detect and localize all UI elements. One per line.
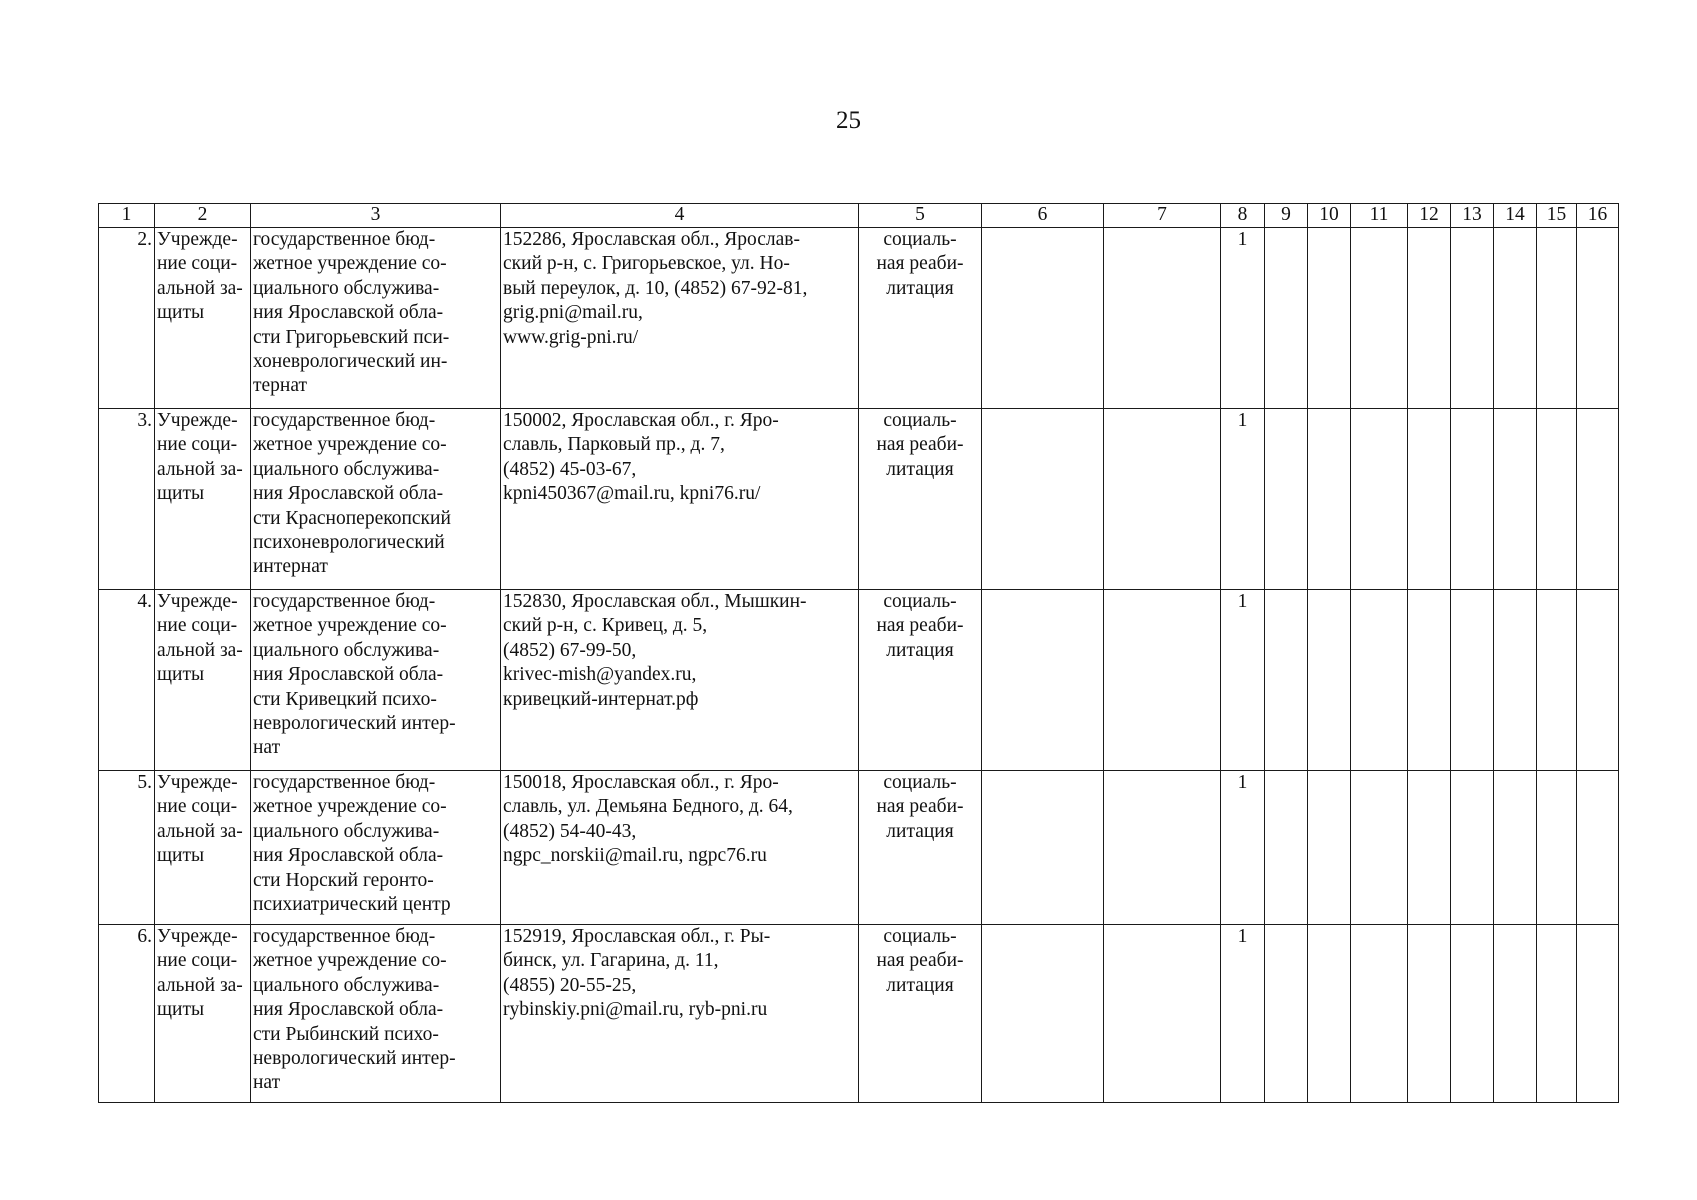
text-line: жетное учреждение со- bbox=[253, 434, 447, 456]
column-number-5: 5 bbox=[859, 204, 982, 228]
text-line: ние соци- bbox=[157, 796, 238, 818]
col-7-cell bbox=[1104, 925, 1221, 1103]
text-line: кривецкий-интернат.рф bbox=[503, 688, 699, 710]
col-7-cell bbox=[1104, 590, 1221, 771]
column-number-10: 10 bbox=[1308, 204, 1351, 228]
text-line: 152919, Ярославская обл., г. Ры- bbox=[503, 926, 771, 947]
text-line: литация bbox=[886, 277, 954, 299]
institution-name bbox=[251, 409, 501, 590]
col-14-cell bbox=[1494, 590, 1537, 771]
col-12-cell bbox=[1408, 409, 1451, 590]
col-7-cell bbox=[1104, 409, 1221, 590]
text-line: щиты bbox=[157, 483, 205, 505]
service-type bbox=[859, 590, 982, 771]
text-line: литация bbox=[886, 458, 954, 480]
text-line: сти Григорьевский пси- bbox=[253, 326, 450, 348]
col-13-cell bbox=[1451, 228, 1494, 409]
column-number-7: 7 bbox=[1104, 204, 1221, 228]
text-line: ния Ярославской обла- bbox=[253, 845, 444, 867]
text-line: альной за- bbox=[157, 277, 243, 299]
column-number-4: 4 bbox=[501, 204, 859, 228]
col-14-cell bbox=[1494, 409, 1537, 590]
text-line: ние соци- bbox=[157, 615, 238, 637]
institution-type bbox=[155, 228, 251, 409]
col-7-cell bbox=[1104, 228, 1221, 409]
text-line: хоневрологический ин- bbox=[253, 351, 448, 373]
col-10-cell bbox=[1308, 228, 1351, 409]
col-14-cell bbox=[1494, 771, 1537, 925]
page-number: 25 bbox=[836, 107, 861, 134]
text-line: ная реаби- bbox=[876, 950, 964, 972]
text-line: kpni450367@mail.ru, kpni76.ru/ bbox=[503, 483, 761, 505]
col-9-cell bbox=[1265, 771, 1308, 925]
col-15-cell bbox=[1537, 771, 1577, 925]
column-number-15: 15 bbox=[1537, 204, 1577, 228]
row-number: 2. bbox=[99, 228, 155, 409]
col-10-cell bbox=[1308, 771, 1351, 925]
col-11-cell bbox=[1351, 228, 1408, 409]
text-line: бинск, ул. Гагарина, д. 11, bbox=[503, 950, 719, 972]
text-line: государственное бюд- bbox=[253, 591, 436, 612]
text-line: ский р-н, с. Кривец, д. 5, bbox=[503, 615, 708, 637]
column-number-3: 3 bbox=[251, 204, 501, 228]
col-16-cell bbox=[1577, 228, 1619, 409]
row-number: 6. bbox=[99, 925, 155, 1103]
column-number-14: 14 bbox=[1494, 204, 1537, 228]
row-number: 4. bbox=[99, 590, 155, 771]
col-13-cell bbox=[1451, 925, 1494, 1103]
text-line: вый переулок, д. 10, (4852) 67-92-81, bbox=[503, 277, 808, 299]
text-line: циального обслужива- bbox=[253, 974, 440, 996]
col-6-cell bbox=[982, 590, 1104, 771]
col-8-cell: 1 bbox=[1221, 771, 1265, 925]
text-line: 152286, Ярославская обл., Ярослав- bbox=[503, 229, 800, 250]
institution-name bbox=[251, 771, 501, 925]
institution-address bbox=[501, 925, 859, 1103]
col-14-cell bbox=[1494, 925, 1537, 1103]
text-line: циального обслужива- bbox=[253, 458, 440, 480]
institution-address bbox=[501, 590, 859, 771]
col-8-cell: 1 bbox=[1221, 409, 1265, 590]
col-8-cell: 1 bbox=[1221, 590, 1265, 771]
text-line: социаль- bbox=[883, 229, 957, 250]
column-number-13: 13 bbox=[1451, 204, 1494, 228]
text-line: щиты bbox=[157, 845, 205, 867]
text-line: жетное учреждение со- bbox=[253, 615, 447, 637]
text-line: нат bbox=[253, 737, 281, 759]
text-line: государственное бюд- bbox=[253, 410, 436, 431]
text-line: ние соци- bbox=[157, 253, 238, 275]
text-line: интернат bbox=[253, 556, 328, 578]
column-number-16: 16 bbox=[1577, 204, 1619, 228]
col-13-cell bbox=[1451, 409, 1494, 590]
col-16-cell bbox=[1577, 771, 1619, 925]
text-line: ский р-н, с. Григорьевское, ул. Но- bbox=[503, 253, 790, 275]
text-line: славль, ул. Демьяна Бедного, д. 64, bbox=[503, 796, 793, 818]
text-line: (4852) 54-40-43, bbox=[503, 820, 637, 842]
col-9-cell bbox=[1265, 925, 1308, 1103]
col-13-cell bbox=[1451, 771, 1494, 925]
column-number-1: 1 bbox=[99, 204, 155, 228]
text-line: жетное учреждение со- bbox=[253, 253, 447, 275]
institution-type bbox=[155, 590, 251, 771]
text-line: сти Рыбинский психо- bbox=[253, 1023, 439, 1045]
text-line: сти Краснoперекопский bbox=[253, 507, 451, 529]
col-15-cell bbox=[1537, 409, 1577, 590]
text-line: ние соци- bbox=[157, 950, 238, 972]
text-line: нат bbox=[253, 1072, 281, 1094]
institution-name bbox=[251, 590, 501, 771]
institutions-table bbox=[98, 203, 1619, 1103]
text-line: тернат bbox=[253, 375, 308, 397]
col-12-cell bbox=[1408, 925, 1451, 1103]
text-line: сти Кривецкий психо- bbox=[253, 688, 437, 710]
col-15-cell bbox=[1537, 228, 1577, 409]
col-14-cell bbox=[1494, 228, 1537, 409]
institution-address bbox=[501, 228, 859, 409]
text-line: альной за- bbox=[157, 974, 243, 996]
col-11-cell bbox=[1351, 925, 1408, 1103]
col-6-cell bbox=[982, 771, 1104, 925]
table-row bbox=[99, 228, 1619, 409]
text-line: krivec-mish@yandex.ru, bbox=[503, 664, 697, 686]
text-line: психиатрический центр bbox=[253, 894, 451, 916]
service-type bbox=[859, 228, 982, 409]
col-8-cell: 1 bbox=[1221, 925, 1265, 1103]
text-line: ная реаби- bbox=[876, 434, 964, 456]
col-16-cell bbox=[1577, 590, 1619, 771]
text-line: Учрежде- bbox=[157, 591, 238, 612]
text-line: rybinskiy.pni@mail.ru, ryb-pni.ru bbox=[503, 999, 768, 1021]
text-line: психоневрологический bbox=[253, 532, 445, 554]
col-11-cell bbox=[1351, 409, 1408, 590]
column-number-row bbox=[99, 204, 1619, 228]
text-line: литация bbox=[886, 639, 954, 661]
column-number-11: 11 bbox=[1351, 204, 1408, 228]
table-row bbox=[99, 925, 1619, 1103]
text-line: альной за- bbox=[157, 458, 243, 480]
text-line: циального обслужива- bbox=[253, 277, 440, 299]
col-16-cell bbox=[1577, 409, 1619, 590]
col-6-cell bbox=[982, 409, 1104, 590]
text-line: социаль- bbox=[883, 591, 957, 612]
col-12-cell bbox=[1408, 228, 1451, 409]
table-row bbox=[99, 771, 1619, 925]
col-7-cell bbox=[1104, 771, 1221, 925]
text-line: щиты bbox=[157, 302, 205, 324]
text-line: государственное бюд- bbox=[253, 229, 436, 250]
col-9-cell bbox=[1265, 590, 1308, 771]
institution-address bbox=[501, 409, 859, 590]
text-line: альной за- bbox=[157, 820, 243, 842]
text-line: ngpc_norskii@mail.ru, ngpc76.ru bbox=[503, 845, 767, 867]
text-line: жетное учреждение со- bbox=[253, 796, 447, 818]
column-number-9: 9 bbox=[1265, 204, 1308, 228]
institution-type bbox=[155, 925, 251, 1103]
column-number-8: 8 bbox=[1221, 204, 1265, 228]
text-line: (4855) 20-55-25, bbox=[503, 974, 637, 996]
table-row bbox=[99, 590, 1619, 771]
text-line: ная реаби- bbox=[876, 796, 964, 818]
text-line: сти Норский геронто- bbox=[253, 869, 434, 891]
text-line: альной за- bbox=[157, 639, 243, 661]
text-line: ние соци- bbox=[157, 434, 238, 456]
col-6-cell bbox=[982, 228, 1104, 409]
text-line: Учрежде- bbox=[157, 772, 238, 793]
text-line: www.grig-pni.ru/ bbox=[503, 326, 639, 348]
text-line: ная реаби- bbox=[876, 615, 964, 637]
institution-type bbox=[155, 771, 251, 925]
text-line: grig.pni@mail.ru, bbox=[503, 302, 643, 324]
text-line: неврологический интер- bbox=[253, 713, 456, 735]
column-number-6: 6 bbox=[982, 204, 1104, 228]
col-10-cell bbox=[1308, 925, 1351, 1103]
text-line: ния Ярославской обла- bbox=[253, 483, 444, 505]
service-type bbox=[859, 925, 982, 1103]
col-10-cell bbox=[1308, 409, 1351, 590]
col-16-cell bbox=[1577, 925, 1619, 1103]
text-line: социаль- bbox=[883, 772, 957, 793]
col-15-cell bbox=[1537, 925, 1577, 1103]
text-line: Учрежде- bbox=[157, 926, 238, 947]
row-number: 3. bbox=[99, 409, 155, 590]
col-13-cell bbox=[1451, 590, 1494, 771]
institution-name bbox=[251, 228, 501, 409]
table-row bbox=[99, 409, 1619, 590]
text-line: щиты bbox=[157, 664, 205, 686]
text-line: литация bbox=[886, 820, 954, 842]
text-line: циального обслужива- bbox=[253, 820, 440, 842]
col-8-cell: 1 bbox=[1221, 228, 1265, 409]
text-line: неврологический интер- bbox=[253, 1048, 456, 1070]
text-line: Учрежде- bbox=[157, 229, 238, 250]
text-line: ния Ярославской обла- bbox=[253, 664, 444, 686]
text-line: социаль- bbox=[883, 410, 957, 431]
text-line: 152830, Ярославская обл., Мышкин- bbox=[503, 591, 807, 612]
text-line: государственное бюд- bbox=[253, 926, 436, 947]
row-number: 5. bbox=[99, 771, 155, 925]
text-line: 150018, Ярославская обл., г. Яро- bbox=[503, 772, 779, 793]
text-line: ная реаби- bbox=[876, 253, 964, 275]
institution-name bbox=[251, 925, 501, 1103]
col-11-cell bbox=[1351, 590, 1408, 771]
text-line: жетное учреждение со- bbox=[253, 950, 447, 972]
col-12-cell bbox=[1408, 771, 1451, 925]
text-line: славль, Парковый пр., д. 7, bbox=[503, 434, 725, 456]
text-line: 150002, Ярославская обл., г. Яро- bbox=[503, 410, 779, 431]
col-11-cell bbox=[1351, 771, 1408, 925]
institution-type bbox=[155, 409, 251, 590]
col-6-cell bbox=[982, 925, 1104, 1103]
text-line: государственное бюд- bbox=[253, 772, 436, 793]
text-line: ния Ярославской обла- bbox=[253, 302, 444, 324]
institution-address bbox=[501, 771, 859, 925]
column-number-12: 12 bbox=[1408, 204, 1451, 228]
text-line: (4852) 67-99-50, bbox=[503, 639, 637, 661]
col-15-cell bbox=[1537, 590, 1577, 771]
col-12-cell bbox=[1408, 590, 1451, 771]
text-line: Учрежде- bbox=[157, 410, 238, 431]
text-line: литация bbox=[886, 974, 954, 996]
service-type bbox=[859, 409, 982, 590]
text-line: ния Ярославской обла- bbox=[253, 999, 444, 1021]
column-number-2: 2 bbox=[155, 204, 251, 228]
col-10-cell bbox=[1308, 590, 1351, 771]
text-line: циального обслужива- bbox=[253, 639, 440, 661]
col-9-cell bbox=[1265, 409, 1308, 590]
text-line: щиты bbox=[157, 999, 205, 1021]
service-type bbox=[859, 771, 982, 925]
text-line: (4852) 45-03-67, bbox=[503, 458, 637, 480]
text-line: социаль- bbox=[883, 926, 957, 947]
col-9-cell bbox=[1265, 228, 1308, 409]
